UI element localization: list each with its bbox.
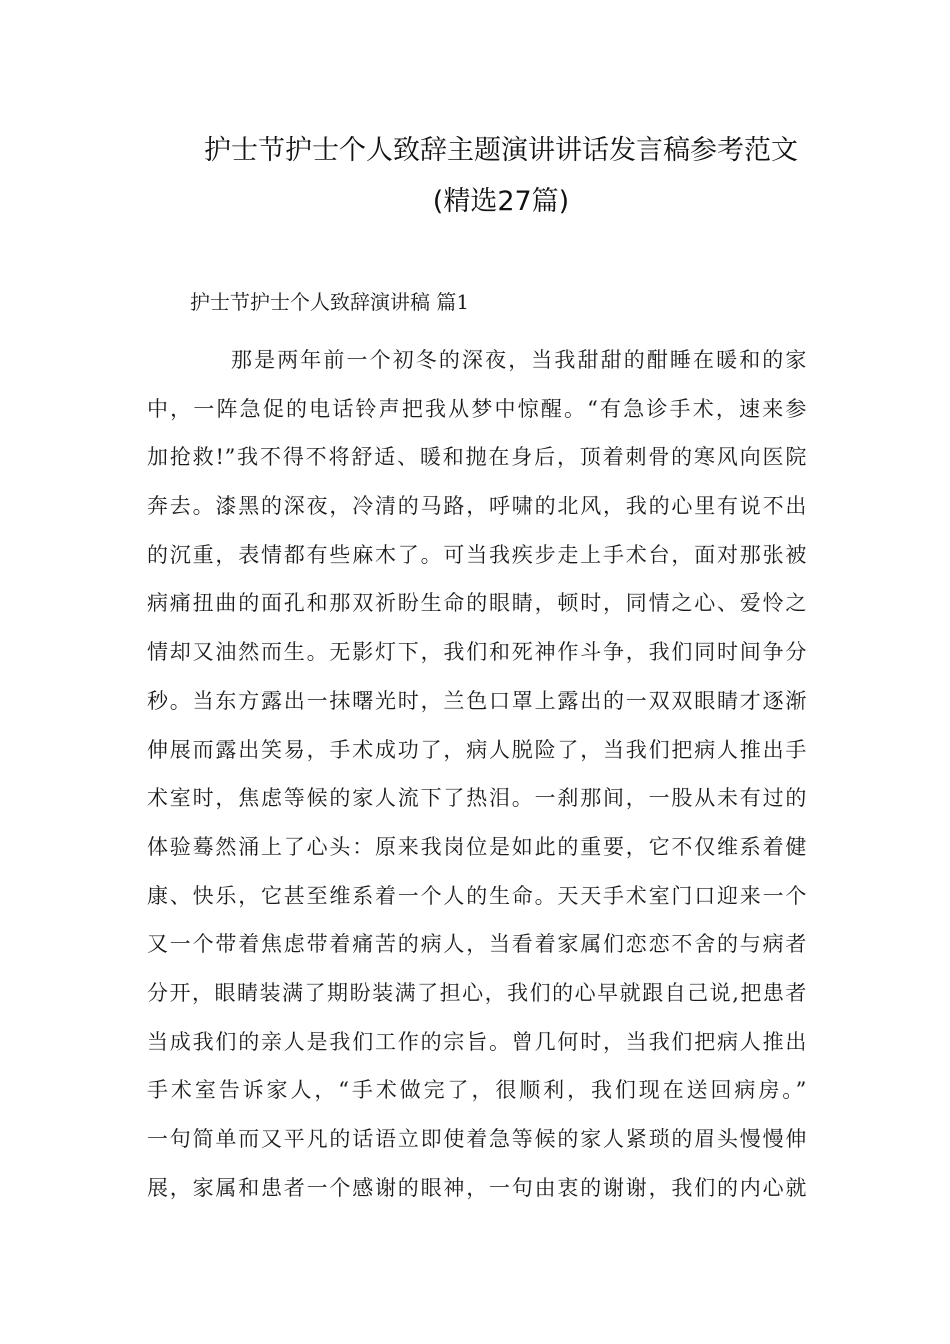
body-line: 伸展而露出笑易，手术成功了，病人脱险了，当我们把病人推出手 (147, 737, 807, 762)
body-line: 分开，眼睛装满了期盼装满了担心，我们的心早就跟自己说,把患者 (147, 980, 807, 1005)
body-line: 病痛扭曲的面孔和那双祈盼生命的眼睛，顿时，同情之心、爱怜之 (147, 591, 807, 616)
body-line: 康、快乐，它甚至维系着一个人的生命。天天手术室门口迎来一个 (147, 883, 807, 908)
body-paragraph (147, 336, 807, 1212)
body-line: 一句简单而又平凡的话语立即使着急等候的家人紧琐的眉头慢慢伸 (147, 1127, 807, 1151)
body-line: 情却又油然而生。无影灯下，我们和死神作斗争，我们同时间争分 (147, 640, 807, 665)
body-line: 体验蓦然涌上了心头：原来我岗位是如此的重要，它不仅维系着健 (147, 834, 807, 859)
section-heading: 护士节护士个人致辞演讲稿 篇1 (190, 290, 470, 314)
body-line: 术室时，焦虑等候的家人流下了热泪。一刹那间，一股从未有过的 (147, 786, 807, 811)
body-line: 奔去。漆黑的深夜，冷清的马路，呼啸的北风，我的心里有说不出 (147, 494, 807, 519)
body-line: 中，一阵急促的电话铃声把我从梦中惊醒。“有急诊手术，速来参 (147, 396, 807, 421)
body-line: 那是两年前一个初冬的深夜，当我甜甜的酣睡在暖和的家 (231, 348, 807, 372)
body-line: 的沉重，表情都有些麻木了。可当我疾步走上手术台，面对那张被 (147, 542, 807, 567)
document-title-line-1: 护士节护士个人致辞主题演讲讲话发言稿参考范文 (204, 135, 798, 166)
body-line: 当成我们的亲人是我们工作的宗旨。曾几何时，当我们把病人推出 (147, 1029, 807, 1054)
document-title-line-2: (精选27篇) (432, 186, 570, 217)
body-line: 手术室告诉家人，“手术做完了，很顺利，我们现在送回病房。” (147, 1078, 807, 1103)
body-line: 秒。当东方露出一抹曙光时，兰色口罩上露出的一双双眼睛才逐渐 (147, 688, 807, 713)
body-line: 加抢救!”我不得不将舒适、暖和抛在身后，顶着刺骨的寒风向医院 (147, 445, 807, 470)
body-line: 又一个带着焦虑带着痛苦的病人，当看着家属们恋恋不舍的与病者 (147, 932, 807, 957)
body-line: 展，家属和患者一个感谢的眼神，一句由衷的谢谢，我们的内心就 (147, 1175, 807, 1200)
